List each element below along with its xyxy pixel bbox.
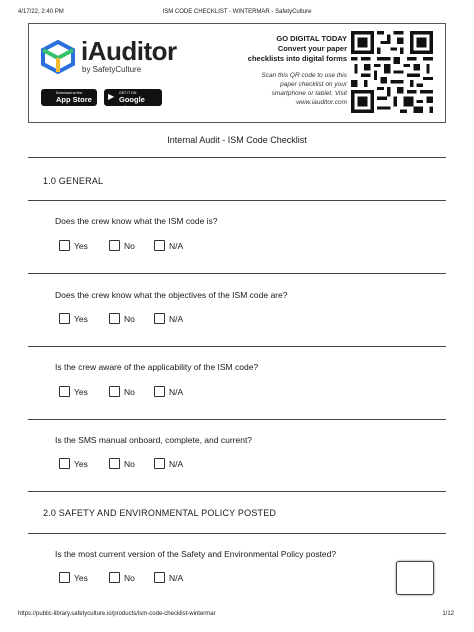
option-label: Yes (74, 573, 88, 583)
checkbox[interactable] (154, 240, 165, 251)
google-play-label: Google Play (119, 95, 145, 113)
google-play-badge[interactable] (104, 89, 162, 113)
option-label: N/A (169, 241, 184, 251)
question-text: Does the crew know what the objectives of the ISM code are? (55, 290, 288, 300)
checkbox[interactable] (59, 572, 70, 583)
promo-line-2: checklists into digital forms (247, 54, 347, 63)
question-text: Does the crew know what the ISM code is? (55, 216, 218, 226)
promo-note-3: smartphone or tablet. Visit (271, 90, 347, 97)
question-text: Is the SMS manual onboard, complete, and current? (55, 435, 253, 445)
promo-note-4: www.iauditor.com (296, 99, 347, 106)
option-label: N/A (169, 573, 184, 583)
iauditor-logo-icon (41, 40, 75, 74)
document-title: Internal Audit - ISM Code Checklist (167, 135, 307, 145)
option-label: No (124, 314, 135, 324)
checkbox[interactable] (109, 458, 120, 469)
checkbox[interactable] (59, 240, 70, 251)
promo-note-1: Scan this QR code to use this (261, 72, 347, 79)
option-label: Yes (74, 241, 88, 251)
promo-note (248, 71, 347, 107)
checkbox[interactable] (59, 313, 70, 324)
option-label: Yes (74, 459, 88, 469)
section-title: 1.0 GENERAL (43, 176, 104, 186)
divider (28, 200, 446, 201)
logo-wordmark: iAuditor (81, 36, 177, 66)
promo-note-2: paper checklist on your (280, 81, 347, 88)
option-label: N/A (169, 459, 184, 469)
question-text: Is the crew aware of the applicability of the ISM code? (55, 362, 259, 372)
print-page-number: 1/12 (442, 611, 454, 617)
promo-text (248, 34, 347, 107)
promo-title: GO DIGITAL TODAY (276, 34, 347, 43)
checkbox[interactable] (59, 458, 70, 469)
print-datetime: 4/17/22, 2:40 PM (18, 9, 64, 15)
option-label: N/A (169, 387, 184, 397)
checkbox[interactable] (109, 572, 120, 583)
section-title: 2.0 SAFETY AND ENVIRONMENTAL POLICY POSTED (43, 508, 277, 518)
floating-action-button[interactable] (396, 561, 434, 595)
app-store-badge[interactable] (41, 89, 97, 106)
divider (28, 491, 446, 492)
divider (28, 346, 446, 347)
app-store-label: App Store (56, 95, 92, 104)
checkbox[interactable] (154, 386, 165, 397)
app-store-small: Download on the (56, 91, 83, 95)
divider (28, 157, 446, 158)
play-icon: ▶ (108, 92, 115, 101)
checkbox[interactable] (109, 386, 120, 397)
checkbox[interactable] (154, 572, 165, 583)
checkbox[interactable] (154, 458, 165, 469)
divider (28, 419, 446, 420)
option-label: Yes (74, 314, 88, 324)
option-label: No (124, 573, 135, 583)
option-label: No (124, 241, 135, 251)
google-play-small: GET IT ON (119, 91, 137, 95)
option-label: N/A (169, 314, 184, 324)
logo-subtitle: by SafetyCulture (82, 65, 142, 74)
promo-line-1: Convert your paper (277, 44, 347, 53)
print-url[interactable]: https://public-library.safetyculture.io/products/ism-code-checklist-wintermar (18, 611, 216, 617)
checkbox[interactable] (154, 313, 165, 324)
print-page-title: ISM CODE CHECKLIST - WINTERMAR - SafetyCulture (162, 9, 312, 15)
question-text: Is the most current version of the Safety and Environmental Policy posted? (55, 549, 337, 559)
divider (28, 533, 446, 534)
option-label: No (124, 387, 135, 397)
divider (28, 273, 446, 274)
option-label: No (124, 459, 135, 469)
iauditor-banner (28, 23, 446, 123)
checkbox[interactable] (59, 386, 70, 397)
checkbox[interactable] (109, 313, 120, 324)
checkbox[interactable] (109, 240, 120, 251)
qr-code-icon[interactable] (351, 31, 433, 113)
option-label: Yes (74, 387, 88, 397)
